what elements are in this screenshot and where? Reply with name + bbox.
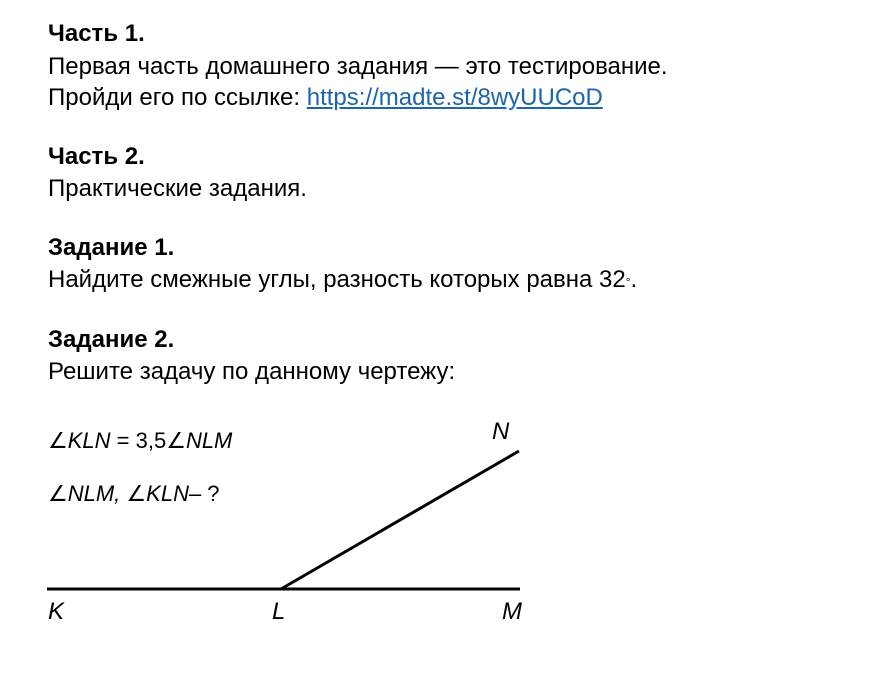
part1-text-line1: Первая часть домашнего задания — это тестирование.	[48, 53, 668, 80]
point-m-label: M	[502, 598, 522, 625]
angle-symbol: ∠	[48, 428, 68, 453]
part2-heading: Часть 2.	[48, 143, 145, 170]
point-l-label: L	[272, 598, 286, 625]
point-n-label: N	[492, 418, 510, 445]
degree-symbol: °	[625, 275, 631, 289]
ray-ln	[281, 451, 519, 589]
equals-sign: =	[110, 428, 136, 453]
angle-kln: KLN	[67, 428, 111, 453]
angle-nlm: NLM,	[67, 481, 127, 506]
point-k-label: K	[48, 598, 65, 625]
part2-text: Практические задания.	[48, 175, 307, 202]
part1-link-prefix: Пройди его по ссылке:	[48, 84, 307, 111]
coefficient: 3,5	[135, 428, 167, 453]
angle-symbol: ∠	[48, 481, 68, 506]
test-link[interactable]: https://madte.st/8wyUUCoD	[306, 84, 603, 111]
task1-end: .	[630, 266, 638, 293]
task2-text: Решите задачу по данному чертежу:	[48, 358, 456, 385]
task1-question: Найдите смежные углы, разность которых равна 32	[48, 266, 626, 293]
task2-heading: Задание 2.	[48, 326, 175, 353]
question-mark: – ?	[188, 481, 220, 506]
angle-symbol: ∠	[126, 481, 147, 506]
angle-nlm: NLM	[185, 428, 233, 453]
angle-kln: KLN	[146, 481, 189, 506]
task1-heading: Задание 1.	[48, 234, 175, 261]
angle-symbol: ∠	[166, 428, 186, 453]
part1-heading: Часть 1.	[48, 20, 145, 47]
